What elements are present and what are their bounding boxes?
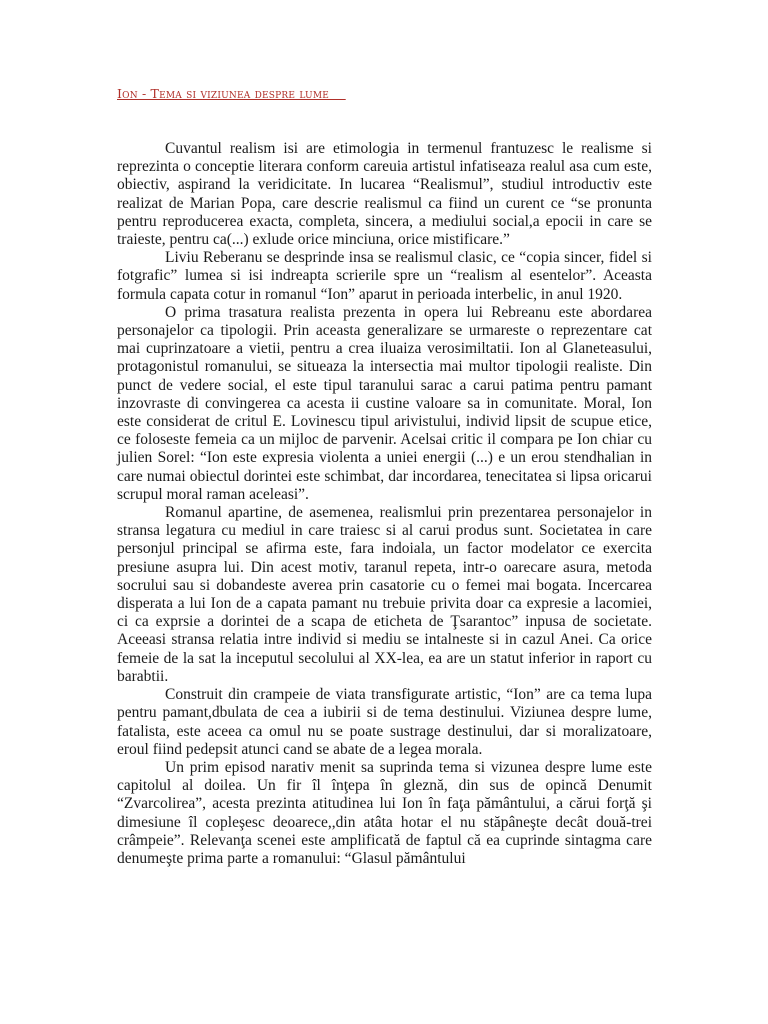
document-body xyxy=(117,140,652,868)
paragraph: Cuvantul realism isi are etimologia in termenul frantuzesc le realisme si reprezinta o conceptie literara conform careuia artistul infatiseaza realul asa cum este, obiectiv, aspirand la veridicitate. In lucarea “Realismul”, studiul introductiv este realizat de Marian Popa, care descrie realismul ca fiind un curent ce “se pronunta pentru reproducerea exacta, completa, sincera, a mediului social,a epocii in care se traieste, pentru ca(...) exlude orice minciuna, orice mistificare.” xyxy=(117,140,652,249)
paragraph: Liviu Reberanu se desprinde insa se realismul clasic, ce “copia sincer, fidel si fotgrafic” lumea si isi indreapta scrierile spre un “realism al esentelor”. Aceasta formula capata cotur in romanul “Ion” aparut in perioada interbelic, in anul 1920. xyxy=(117,249,652,303)
paragraph: Un prim episod narativ menit sa suprinda tema si vizunea despre lume este capitolul al doilea. Un fir îl înţepa în gleznă, din sus de opincă Denumit “Zvarcolirea”, acesta prezinta atitudinea lui Ion în faţa pământului, a cărui forţă şi dimesiune îl copleşesc deoarece,,din atâta hotar el nu stăpâneşte decât două-trei crâmpeie”. Relevanţa scenei este amplificată de faptul că ea cuprinde sintagma care denumeşte prima parte a romanului: “Glasul pământului xyxy=(117,758,652,867)
paragraph: Romanul apartine, de asemenea, realismlui prin prezentarea personajelor in stransa legatura cu mediul in care traiesc si al carui produs sunt. Societatea in care personjul principal se afirma este, fara indoiala, un factor modelator ce exercita presiune asupra lui. Din acest motiv, taranul repeta, intr-o oarecare asura, metoda socrului sau si dobandeste averea prin casatorie cu o femei mai bogata. Incercarea disperata a lui Ion de a capata pamant nu trebuie privita doar ca expresie a lacomiei, ci ca exprsie a dorintei de a scapa de eticheta de Ţsarantoc” inpusa de societate. Aceeasi stransa relatia intre individ si mediu se intalneste si in cazul Anei. Ca orice femeie de la sat la inceputul secolului al XX-lea, ea are un statut inferior in raport cu barabtii. xyxy=(117,504,652,685)
document-title: Ion - Tema si viziunea despre lume xyxy=(117,86,346,101)
paragraph: O prima trasatura realista prezenta in opera lui Rebreanu este abordarea personajelor ca tipologii. Prin aceasta generalizare se urmareste o reprezentare cat mai cuprinzatoare a vietii, pentru a crea iluaiza verosimiltatii. Ion al Glaneteasului, protagonistul romanului, se situeaza la intersectia mai multor tipologii realiste. Din punct de vedere social, el este tipul taranului sarac a carui patima pentru pamant inzovraste di convingerea ca acesta ii custine valoare sa in comunitate. Moral, Ion este considerat de critul E. Lovinescu tipul arivistului, individ lipsit de scupue etice, ce foloseste femeia ca un mijloc de parvenir. Acelsai critic il compara pe Ion chiar cu julien Sorel: “Ion este expresia violenta a uniei energii (...) e un erou stendhalian in care numai obiectul dorintei este schimbat, dar incordarea, tenecitatea si lipsa oricarui scrupul moral raman aceleasi”. xyxy=(117,303,652,503)
paragraph: Construit din crampeie de viata transfigurate artistic, “Ion” are ca tema lupa pentru pamant,dbulata de cea a iubirii si de tema destinului. Viziunea despre lume, fatalista, este aceea ca omul nu se poate sustrage destinului, dar si moralizatoare, eroul fiind pedepsit atunci cand se abate de a legea morala. xyxy=(117,686,652,758)
